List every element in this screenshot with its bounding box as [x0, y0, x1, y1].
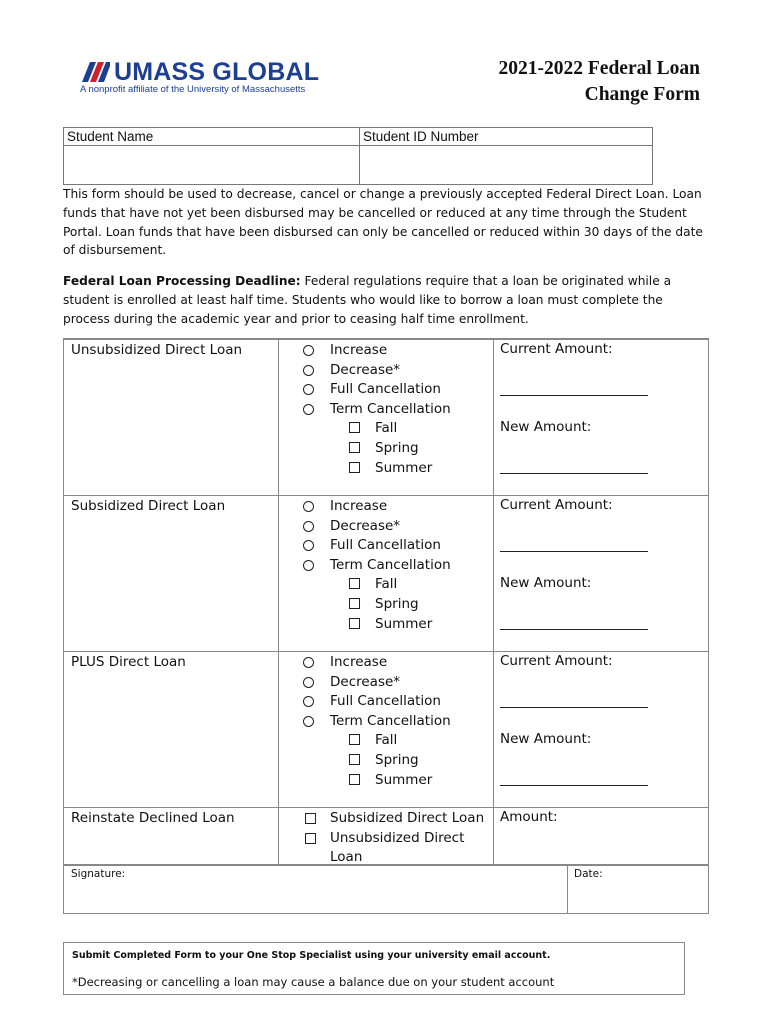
radio-icon[interactable]: [303, 404, 314, 415]
checkbox-icon[interactable]: [349, 754, 360, 765]
option-label: Subsidized Direct Loan: [330, 810, 485, 826]
radio-icon[interactable]: [303, 657, 314, 668]
deadline-text: Federal regulations require that a loan be originated while a student is enrolled at least half time. Students who would like to borrow a loan must complete the process during the academic year and prior to ceasing half time enrollment.: [63, 274, 672, 326]
checkbox-icon[interactable]: [349, 462, 360, 473]
option-label: Increase: [330, 342, 388, 358]
logo-tagline: A nonprofit affiliate of the University of Massachusetts: [80, 84, 306, 95]
radio-icon[interactable]: [303, 501, 314, 512]
current-amount-label: Current Amount:: [500, 653, 613, 669]
checkbox-icon[interactable]: [349, 774, 360, 785]
form-title: [499, 56, 700, 108]
option-label: Decrease*: [330, 673, 401, 690]
date-label: Date:: [574, 868, 603, 880]
reinstate-name: Reinstate Declined Loan: [71, 810, 235, 826]
checkbox-icon[interactable]: [349, 578, 360, 589]
signature-row: [63, 864, 709, 914]
term-label: Fall: [375, 576, 398, 593]
column-divider: [567, 865, 568, 913]
balance-warning: *Decreasing or cancelling a loan may cause a balance due on your student account: [72, 975, 555, 989]
student-name-label: Student Name: [64, 128, 360, 146]
option-label: Term Cancellation: [330, 712, 451, 729]
option-label: Full Cancellation: [330, 537, 441, 554]
radio-icon[interactable]: [303, 677, 314, 688]
checkbox-icon[interactable]: [305, 813, 316, 824]
new-amount-label: New Amount:: [500, 419, 592, 435]
new-amount-label: New Amount:: [500, 575, 592, 591]
term-label: Spring: [375, 595, 419, 612]
term-label: Fall: [375, 420, 398, 437]
logo-text: UMASS GLOBAL: [114, 58, 320, 86]
reinstate-amount-field[interactable]: [500, 829, 640, 859]
option-label: Full Cancellation: [330, 693, 441, 710]
option-label: Decrease*: [330, 517, 401, 534]
student-id-label: Student ID Number: [360, 128, 653, 146]
option-label: Decrease*: [330, 361, 401, 378]
checkbox-icon[interactable]: [349, 442, 360, 453]
student-name-field[interactable]: [64, 146, 360, 185]
deadline-label: Federal Loan Processing Deadline:: [63, 274, 301, 288]
form-title-line2: Change Form: [584, 84, 700, 105]
current-amount-field[interactable]: [500, 689, 648, 708]
term-label: Spring: [375, 751, 419, 768]
option-label: Increase: [330, 654, 388, 670]
loan-row-subsidized: [64, 495, 708, 652]
submit-note: Submit Completed Form to your One Stop Specialist using your university email account.: [72, 950, 551, 961]
loan-name: PLUS Direct Loan: [71, 654, 186, 670]
radio-icon[interactable]: [303, 345, 314, 356]
reinstate-amount-label: Amount:: [500, 809, 558, 825]
new-amount-field[interactable]: [500, 611, 648, 630]
loan-row-plus: [64, 651, 708, 808]
checkbox-icon[interactable]: [349, 618, 360, 629]
option-label: Increase: [330, 498, 388, 514]
intro-paragraph: This form should be used to decrease, cancel or change a previously accepted Federal Direct Loan. Loan funds that have not yet been disbursed may be cancelled or reduced at any time through the Student Portal. Loan funds that have been disbursed can only be cancelled or reduced within 30 days of the date of disbursement.: [63, 187, 703, 258]
signature-label: Signature:: [71, 868, 126, 880]
student-info-table: [63, 127, 653, 185]
student-id-field[interactable]: [360, 146, 653, 185]
radio-icon[interactable]: [303, 716, 314, 727]
loan-name: Unsubsidized Direct Loan: [71, 342, 243, 358]
radio-icon[interactable]: [303, 521, 314, 532]
loan-change-grid: [63, 338, 709, 866]
checkbox-icon[interactable]: [349, 734, 360, 745]
option-label: Loan: [330, 849, 363, 866]
term-label: Spring: [375, 439, 419, 456]
option-label: Term Cancellation: [330, 556, 451, 573]
option-label: Full Cancellation: [330, 381, 441, 398]
radio-icon[interactable]: [303, 384, 314, 395]
umass-global-logo: [80, 58, 320, 96]
term-label: Fall: [375, 732, 398, 749]
radio-icon[interactable]: [303, 696, 314, 707]
reinstate-row: [64, 807, 708, 866]
footer-note-box: [63, 942, 685, 995]
form-title-line1: 2021-2022 Federal Loan: [498, 58, 700, 79]
loan-name: Subsidized Direct Loan: [71, 498, 226, 514]
radio-icon[interactable]: [303, 540, 314, 551]
term-label: Summer: [375, 615, 433, 632]
current-amount-field[interactable]: [500, 377, 648, 396]
radio-icon[interactable]: [303, 365, 314, 376]
option-label: Term Cancellation: [330, 400, 451, 417]
new-amount-label: New Amount:: [500, 731, 592, 747]
checkbox-icon[interactable]: [349, 598, 360, 609]
checkbox-icon[interactable]: [305, 833, 316, 844]
term-label: Summer: [375, 459, 433, 476]
option-label: Unsubsidized Direct: [330, 829, 465, 846]
radio-icon[interactable]: [303, 560, 314, 571]
loan-row-unsubsidized: [64, 339, 708, 496]
deadline-paragraph: [63, 272, 713, 328]
checkbox-icon[interactable]: [349, 422, 360, 433]
current-amount-label: Current Amount:: [500, 341, 613, 357]
new-amount-field[interactable]: [500, 455, 648, 474]
current-amount-label: Current Amount:: [500, 497, 613, 513]
new-amount-field[interactable]: [500, 767, 648, 786]
term-label: Summer: [375, 771, 433, 788]
current-amount-field[interactable]: [500, 533, 648, 552]
logo-mark-icon: [80, 62, 110, 82]
